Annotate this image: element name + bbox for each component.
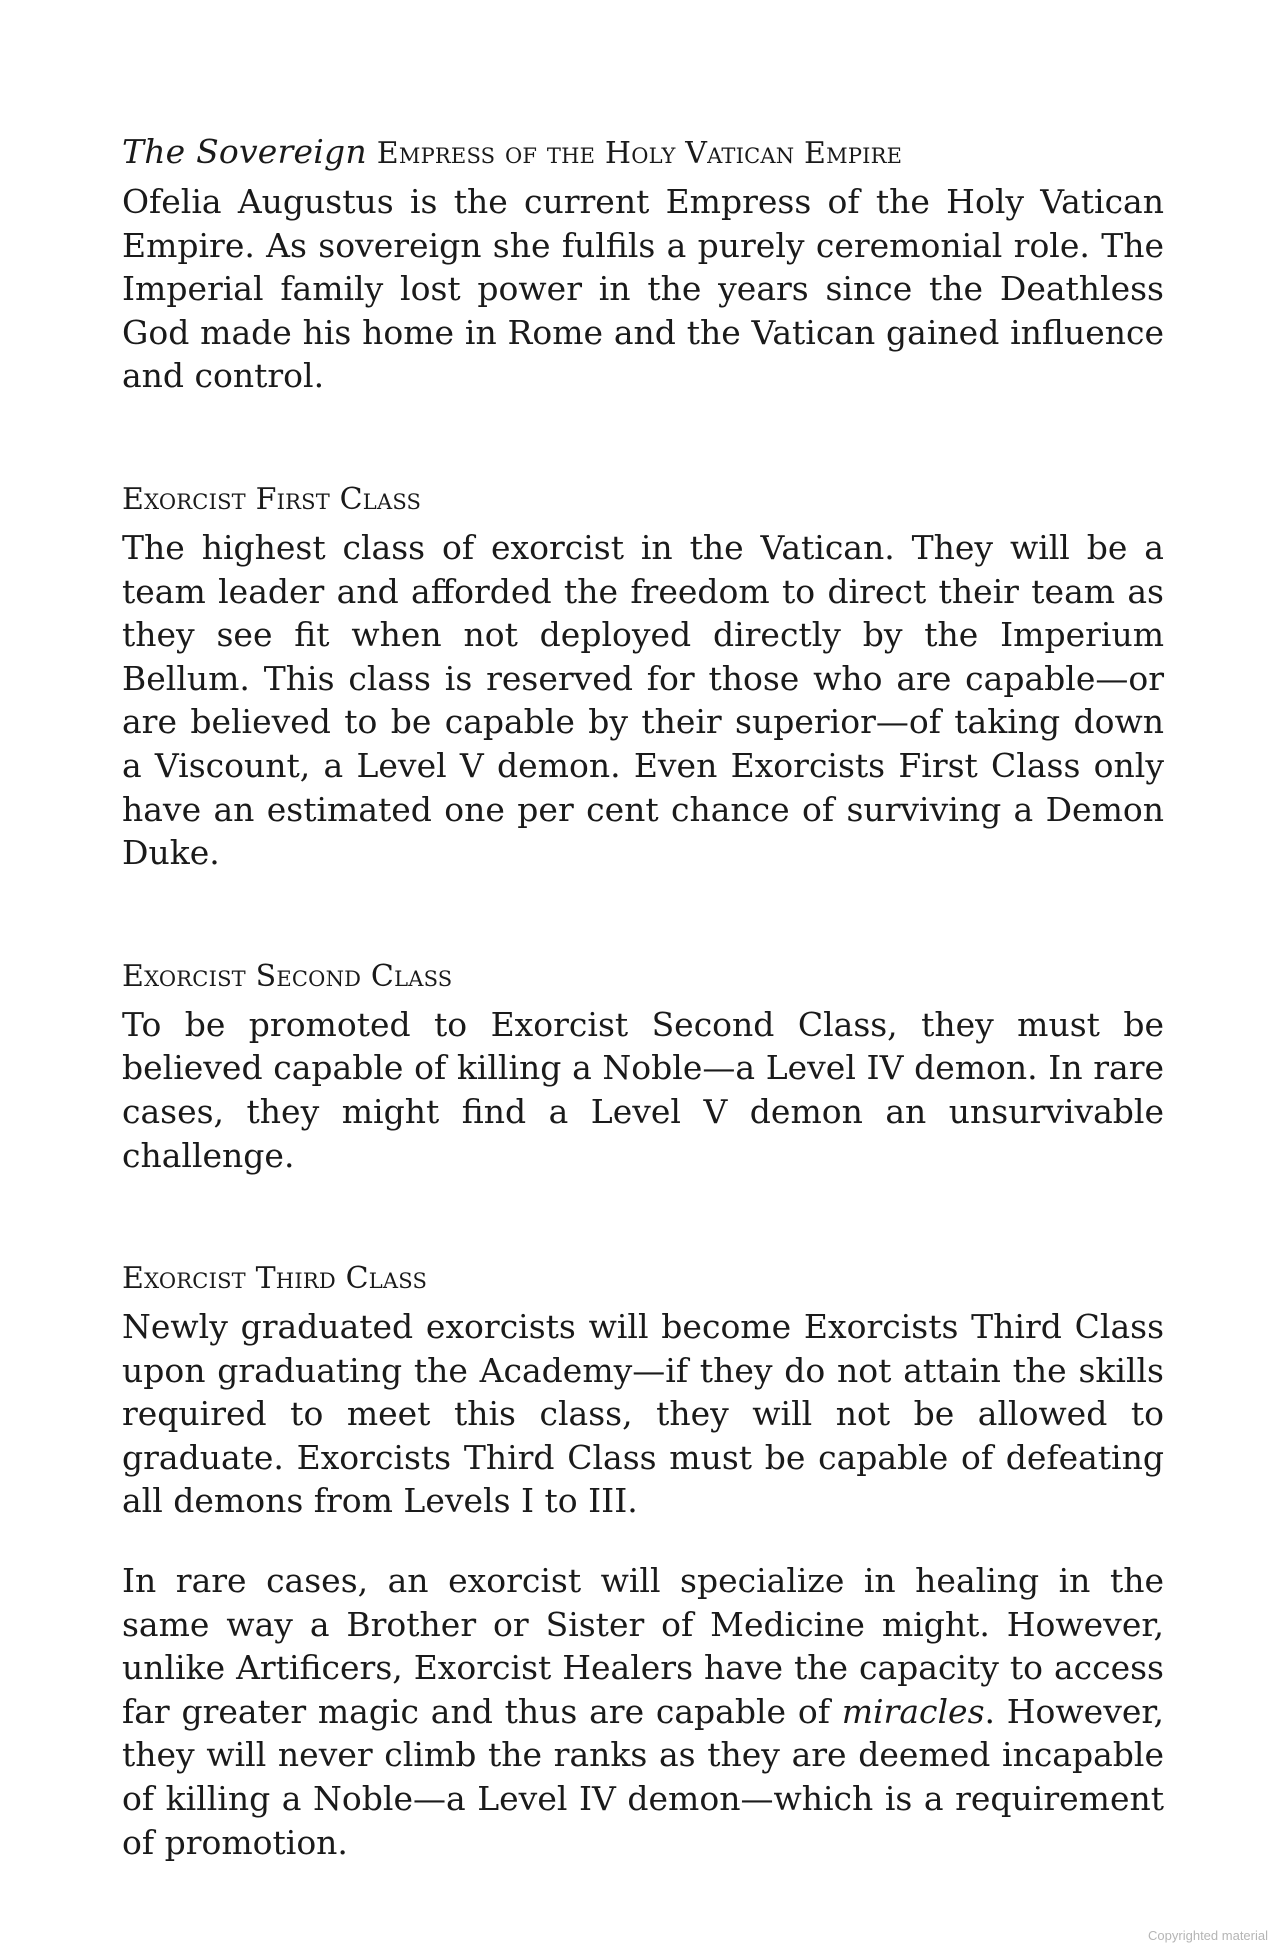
heading-title: Empress of the Holy Vatican Empire: [376, 136, 903, 171]
copyright-watermark: Copyrighted material: [1148, 1928, 1268, 1943]
section-exorcist-second-class: [122, 955, 1164, 1177]
section-heading: [122, 130, 1164, 176]
section-sovereign: [122, 130, 1164, 398]
section-exorcist-first-class: [122, 478, 1164, 875]
paragraph-healers: [122, 1559, 1164, 1864]
emphasis-text: miracles: [841, 1691, 985, 1731]
heading-italic: The Sovereign: [122, 132, 367, 171]
paragraph-text: In rare cases, an exorcist will specialize in healing in the same way a Brother or Sister of Medicine might. However, unlike Artificers, Exorcist Healers have the capacity to access far greater magic and thus are capable of: [122, 1561, 1164, 1731]
section-heading: Exorcist First Class: [122, 481, 422, 517]
paragraph-text: . However, they will never climb the ranks as they are deemed incapable of killing a Noble—a Level IV demon—which is a requirement of promotion.: [122, 1691, 1165, 1862]
paragraph: Ofelia Augustus is the current Empress of the Holy Vatican Empire. As sovereign she fulfils a purely ceremonial role. The Imperial family lost power in the years since the Deathless God made his home in Rome and the Vatican gained influence and control.: [122, 182, 1164, 396]
book-page: [122, 130, 1164, 1864]
paragraph: Newly graduated exorcists will become Exorcists Third Class upon graduating the Academy—if they do not attain the skills required to meet this class, they will not be allowed to graduate. Exorcists Third Class must be capable of defeating all demons from Levels I to III.: [122, 1307, 1164, 1521]
paragraph: The highest class of exorcist in the Vatican. They will be a team leader and afforded the freedom to direct their team as they see fit when not deployed directly by the Imperium Bellum. This class is reserved for those who are capable—or are believed to be capable by their superior—of taking down a Viscount, a Level V demon. Even Exorcists First Class only have an estimated one per cent chance of surviving a Demon Duke.: [122, 527, 1164, 873]
section-heading: Exorcist Second Class: [122, 958, 453, 994]
paragraph: To be promoted to Exorcist Second Class, they must be believed capable of killing a Noble—a Level IV demon. In rare cases, they might find a Level V demon an unsurvivable challenge.: [122, 1004, 1164, 1175]
section-heading: Exorcist Third Class: [122, 1261, 428, 1297]
section-exorcist-third-class: [122, 1257, 1164, 1864]
